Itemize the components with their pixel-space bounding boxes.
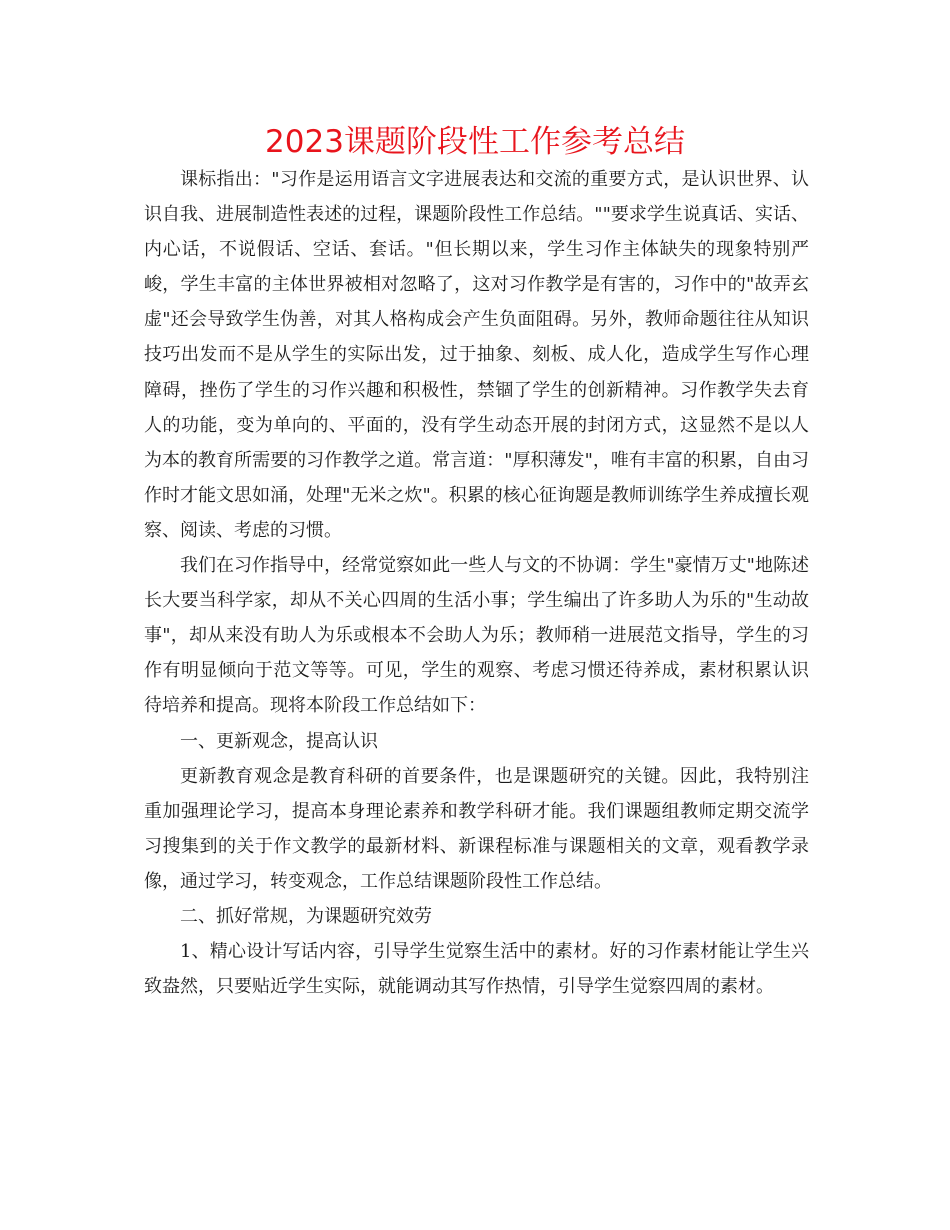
paragraph-intro: 课标指出："习作是运用语言文字进展表达和交流的重要方式，是认识世界、认识自我、进展制造性表述的过程，课题阶段性工作总结。""要求学生说真话、实话、内心话，不说假话、空话、套话。"但长期以来，学生习作主体缺失的现象特别严峻，学生丰富的主体世界被相对忽略了，这对习作教学是有害的，习作中的"故弄玄虚"还会导致学生伪善，对其人格构成会产生负面阻碍。另外，教师命题往往从知识技巧出发而不是从学生的实际出发，过于抽象、刻板、成人化，造成学生写作心理障碍，挫伤了学生的习作兴趣和积极性，禁锢了学生的创新精神。习作教学失去育人的功能，变为单向的、平面的，没有学生动态开展的封闭方式，这显然不是以人为本的教育所需要的习作教学之道。常言道："厚积薄发"，唯有丰富的积累，自由习作时才能文思如涌，处理"无米之炊"。积累的核心征询题是教师训练学生养成擅长观察、阅读、考虑的习惯。 [144, 169, 809, 541]
section-heading-1: 一、更新观念，提高认识 [180, 730, 378, 752]
paragraph-concept: 更新教育观念是教育科研的首要条件，也是课题研究的关键。因此，我特别注重加强理论学习，提高本身理论素养和教学科研才能。我们课题组教师定期交流学习搜集到的关于作文教学的最新材料、新课程标准与课题相关的文章，观看教学录像，通过学习，转变观念，工作总结课题阶段性工作总结。 [144, 765, 809, 892]
section-heading-2: 二、抓好常规，为课题研究效劳 [180, 905, 432, 927]
paragraph-design: 1、精心设计写话内容，引导学生觉察生活中的素材。好的习作素材能让学生兴致盎然，只要贴近学生实际，就能调动其写作热情，引导学生觉察四周的素材。 [144, 941, 809, 998]
document-title: 2023课题阶段性工作参考总结 [265, 124, 685, 160]
document-body [144, 162, 809, 1004]
paragraph-observation: 我们在习作指导中，经常觉察如此一些人与文的不协调：学生"豪情万丈"地陈述长大要当科学家，却从不关心四周的生活小事；学生编出了许多助人为乐的"生动故事"，却从来没有助人为乐或根本不会助人为乐；教师稍一进展范文指导，学生的习作有明显倾向于范文等等。可见，学生的观察、考虑习惯还待养成，素材积累认识待培养和提高。现将本阶段工作总结如下： [144, 555, 809, 717]
